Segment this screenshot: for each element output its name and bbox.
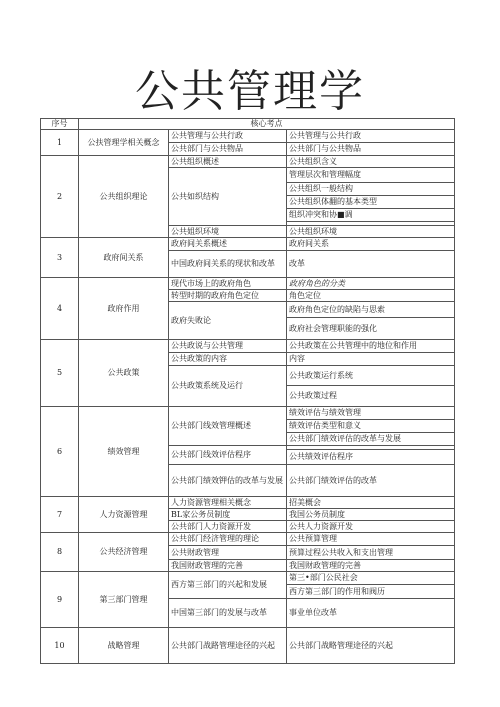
- point-cell: 第三•部门公民社会: [287, 572, 455, 585]
- point-cell: 公共部门战略管理途径的兴起: [287, 628, 455, 664]
- point-cell: 公共组织含义: [287, 156, 455, 168]
- topic-cell: 公共组织概述: [169, 156, 287, 168]
- chapter-name: 绩效管理: [79, 407, 169, 497]
- chapter-number: 6: [41, 407, 79, 497]
- chapter-name: 公共经济管理: [79, 533, 169, 572]
- table-row: [41, 278, 455, 290]
- point-cell: 绩效评估与绩效管理: [287, 407, 455, 420]
- topic-cell: 公共部门线效管理概述: [169, 407, 287, 446]
- point-cell: 内容: [287, 353, 455, 366]
- topic-cell: 公共部门与公共物品: [169, 143, 287, 156]
- topic-cell: 公共部门经济管理的理论: [169, 533, 287, 546]
- point-cell: 政府间关系: [287, 238, 455, 251]
- chapter-number: 10: [41, 628, 79, 664]
- table-row: [41, 340, 455, 353]
- topic-cell: 西方第三部门的兴起和发展: [169, 572, 287, 599]
- topic-cell: 公共政策的内容: [169, 353, 287, 366]
- topic-cell: 公共如织结构: [169, 168, 287, 226]
- topic-cell: 公共政说与公共管理: [169, 340, 287, 353]
- point-cell: 公共人力资源开发: [287, 521, 455, 533]
- topic-cell: 公共姐织环境: [169, 226, 287, 238]
- point-cell: 绩效评估类型和意义: [287, 420, 455, 433]
- topic-cell: 公共部门人力资源开发: [169, 521, 287, 533]
- topic-cell: 公共政策系统及运行: [169, 366, 287, 407]
- chapter-number: 2: [41, 156, 79, 238]
- point-cell: 管理层次和管理幅度: [287, 168, 455, 183]
- table-row: [41, 628, 455, 654]
- header-index: 序号: [41, 119, 79, 130]
- chapter-number: 9: [41, 572, 79, 628]
- table-row: [41, 497, 455, 509]
- point-cell: 西方第三部门的作用和阀历: [287, 585, 455, 599]
- point-cell: 预算过程公共收入和支出管理: [287, 546, 455, 560]
- table-row: [41, 407, 455, 420]
- topic-cell: 我国财政管理的完善: [169, 560, 287, 572]
- chapter-name: 政府间关系: [79, 238, 169, 278]
- chapter-name: 战略管理: [79, 628, 169, 664]
- chapter-name: 公共组织理论: [79, 156, 169, 238]
- point-cell: 政府角色定位的缺陷与思索: [287, 302, 455, 318]
- point-cell: 公共政策运行系统: [287, 366, 455, 386]
- point-cell: 招美概会: [287, 497, 455, 509]
- topic-cell: 公共财政管理: [169, 546, 287, 560]
- chapter-number: 4: [41, 278, 79, 340]
- point-cell: 公共组织环境: [287, 226, 455, 238]
- point-cell: 公共政策过程: [287, 386, 455, 407]
- point-cell: 公共管理与公共行政: [287, 130, 455, 143]
- point-cell: 公共部门绩效评估的改革: [287, 465, 455, 497]
- chapter-name: 公共政策: [79, 340, 169, 407]
- point-cell: 改革: [287, 251, 455, 278]
- point-cell: 公共绩效评估程序: [287, 450, 455, 465]
- topic-cell: 中国政府间关系的现状和改革: [169, 251, 287, 278]
- chapter-number: 1: [41, 130, 79, 156]
- table-row: [41, 130, 455, 143]
- page-title: 公共管理学: [135, 66, 365, 117]
- topic-cell: 公共部门绩效钾估的改革与发展: [169, 465, 287, 497]
- chapter-number: 3: [41, 238, 79, 278]
- table-row: [41, 572, 455, 585]
- chapter-number: 7: [41, 497, 79, 533]
- chapter-name: 公扶管理学相关概念: [79, 130, 169, 156]
- topic-cell: 政府失败论: [169, 302, 287, 340]
- point-cell: 角色定位: [287, 290, 455, 302]
- point-cell: 组织冲突和协■调: [287, 209, 455, 222]
- topic-cell: 政府间关系概述: [169, 238, 287, 251]
- point-cell: 事业单位改革: [287, 599, 455, 628]
- topic-cell: 现代市场上的政府角色: [169, 278, 287, 290]
- topic-cell: BL家公务员制度: [169, 509, 287, 521]
- topic-cell: 公共管理与公共行政: [169, 130, 287, 143]
- chapter-name: 人力资源管理: [79, 497, 169, 533]
- chapter-name: 政府作用: [79, 278, 169, 340]
- header-core-points: 核心考点: [79, 119, 455, 130]
- table-row: [41, 156, 455, 168]
- point-cell: 公共组织一般结构: [287, 183, 455, 196]
- header-row: [41, 119, 455, 130]
- chapter-name: 第三部门管理: [79, 572, 169, 628]
- point-cell: 我国财政管理的完善: [287, 560, 455, 572]
- table-row: [41, 238, 455, 251]
- point-cell: 公共预算管理: [287, 533, 455, 546]
- topic-cell: 公共部门战路管理途径的兴起: [169, 628, 287, 664]
- point-cell: 政府社会管理职能的强化: [287, 318, 455, 340]
- topic-cell: 中国第三部门的发展与改革: [169, 599, 287, 628]
- point-cell: 公共部门与公共物品: [287, 143, 455, 156]
- topic-cell: 公共部门线效评估程序: [169, 446, 287, 465]
- topic-cell: 人力资源管理相关概念: [169, 497, 287, 509]
- topic-cell: 转型时期的政府角色定位: [169, 290, 287, 302]
- chapter-number: 8: [41, 533, 79, 572]
- point-cell: 政府角色的分类: [287, 278, 455, 290]
- point-cell: 我国公务员制度: [287, 509, 455, 521]
- syllabus-table: [40, 118, 455, 664]
- table-row: [41, 533, 455, 546]
- point-cell: 公共政策在公共管理中的地位和作用: [287, 340, 455, 353]
- chapter-number: 5: [41, 340, 79, 407]
- point-cell: 公共组织体翻的基本类型: [287, 196, 455, 209]
- point-cell: 公共部门绩效评估的改革与发展: [287, 433, 455, 446]
